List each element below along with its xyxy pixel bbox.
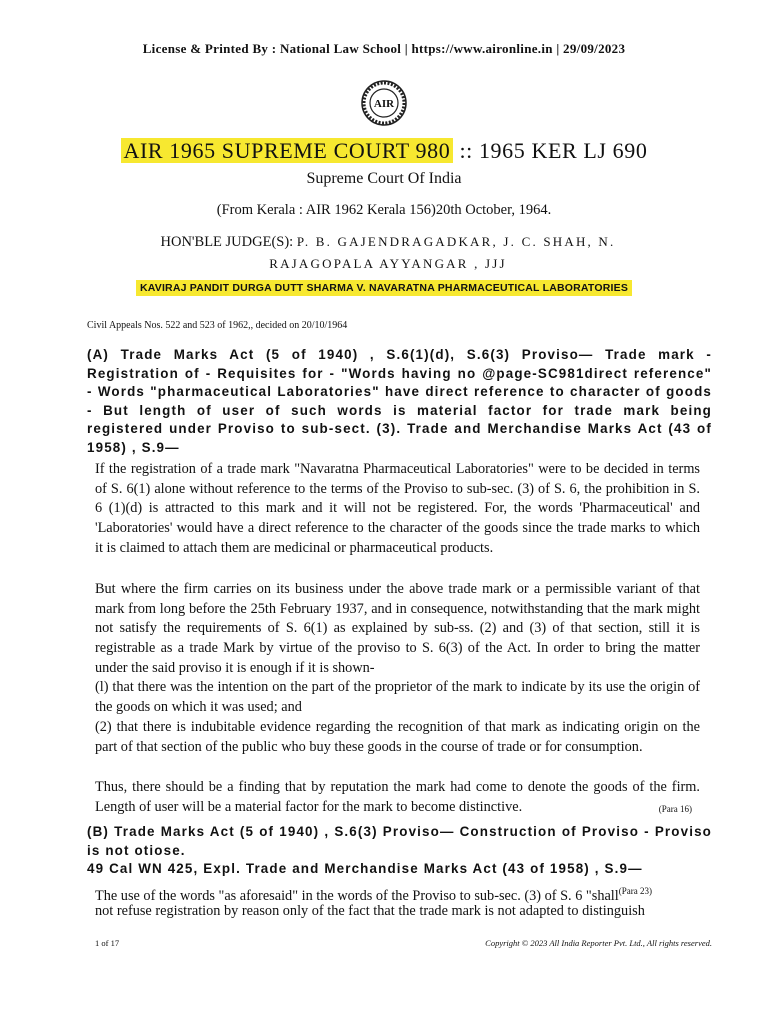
headnote-a-para-5 [95,778,700,817]
parties [0,282,768,294]
citation-secondary: :: 1965 KER LJ 690 [459,138,648,163]
from-line: (From Kerala : AIR 1962 Kerala 156)20th October, 1964. [216,202,552,218]
judges-label: HON'BLE JUDGE(S): [160,234,294,250]
headnote-b-heading: (B) Trade Marks Act (5 of 1940) , S.6(3) Proviso— Construction of Proviso - Proviso is not otiose. [87,824,712,858]
appeal-line: Civil Appeals Nos. 522 and 523 of 1962,, decided on 20/10/1964 [87,320,348,331]
citation-title [0,138,768,164]
headnote-b-para-2: not refuse registration by reason only of the fact that the trade mark is not adapted to distinguish [95,903,645,919]
court-name: Supreme Court Of India [306,170,462,187]
copyright: Copyright © 2023 All India Reporter Pvt. Ltd., All rights reserved. [485,938,712,948]
b-para-1-text: The use of the words "as aforesaid" in the words of the Proviso to sub-sec. (3) of S. 6 "shall [95,887,619,904]
citation-primary: AIR 1965 SUPREME COURT 980 [121,138,454,163]
headnote-b-heading-2: 49 Cal WN 425, Expl. Trade and Merchandise Marks Act (43 of 1958) , S.9— [87,861,643,876]
para-5-text: Thus, there should be a finding that by reputation the mark had come to denote the goods of the firm. Length of user will be a material factor for the mark to become distinctive. [95,779,700,815]
headnote-a-para-2: But where the firm carries on its business under the above trade mark or a permissible variant of that mark from long before the 25th February 1937, and in consequence, notwithstanding that the mark might not satisfy the requirements of S. 6(1) as explained by sub-ss. (2) and (3) of that section, still it is registrable as a trade Mark by virtue of the proviso to S. 6(3) of the Act. In order to bring the matter under the said proviso it is enough if it is shown- [95,581,700,676]
page-number: 1 of 17 [95,938,120,948]
headnote-a-para-4: (2) that there is indubitable evidence regarding the recognition of that mark as indicating origin on the part of that section of the public who buy these goods in the course of trade or for consumption. [95,719,700,755]
headnote-a-para-1: If the registration of a trade mark "Navaratna Pharmaceutical Laboratories" were to be decided in terms of S. 6(1) alone without reference to the terms of the Proviso to sub-sec. (3) of S. 6, the prohibition in S. 6 (1)(d) is attracted to this mark and it will not be registered. For, the words 'Pharmaceutical' and 'Laboratories' would have a direct reference to the character of the goods since the trade marks to which it is claimed to attach them are medicinal or pharmaceutical products. [95,461,700,556]
license-line: License & Printed By : National Law School | https://www.aironline.in | 29/09/2023 [142,41,626,56]
para-ref-23: (Para 23) [618,886,653,896]
parties-title: KAVIRAJ PANDIT DURGA DUTT SHARMA V. NAVARATNA PHARMACEUTICAL LABORATORIES [136,280,632,296]
para-ref-16: (Para 16) [658,804,692,814]
judges-names: P. B. GAJENDRAGADKAR, J. C. SHAH, N. RAJAGOPALA AYYANGAR , JJJ [269,234,616,271]
headnote-a-heading: (A) Trade Marks Act (5 of 1940) , S.6(1)(d), S.6(3) Proviso— Trade mark - Registration of - Requisites for - "Words having no @page-SC981direct reference" - Words "pharmaceutical Laboratories" have direct reference to character of goods - But length of user of such words is material factor for trade mark being registered under Proviso to sub-sect. (3). Trade and Merchandise Marks Act (43 of 1958) , S.9— [87,347,712,455]
air-logo-icon [361,80,407,126]
judges [118,231,658,275]
svg-text:AIR: AIR [373,98,395,110]
headnote-a-para-3: (l) that there was the intention on the part of the proprietor of the mark to indicate by its use the origin of the goods on which it was used; and [95,679,700,715]
